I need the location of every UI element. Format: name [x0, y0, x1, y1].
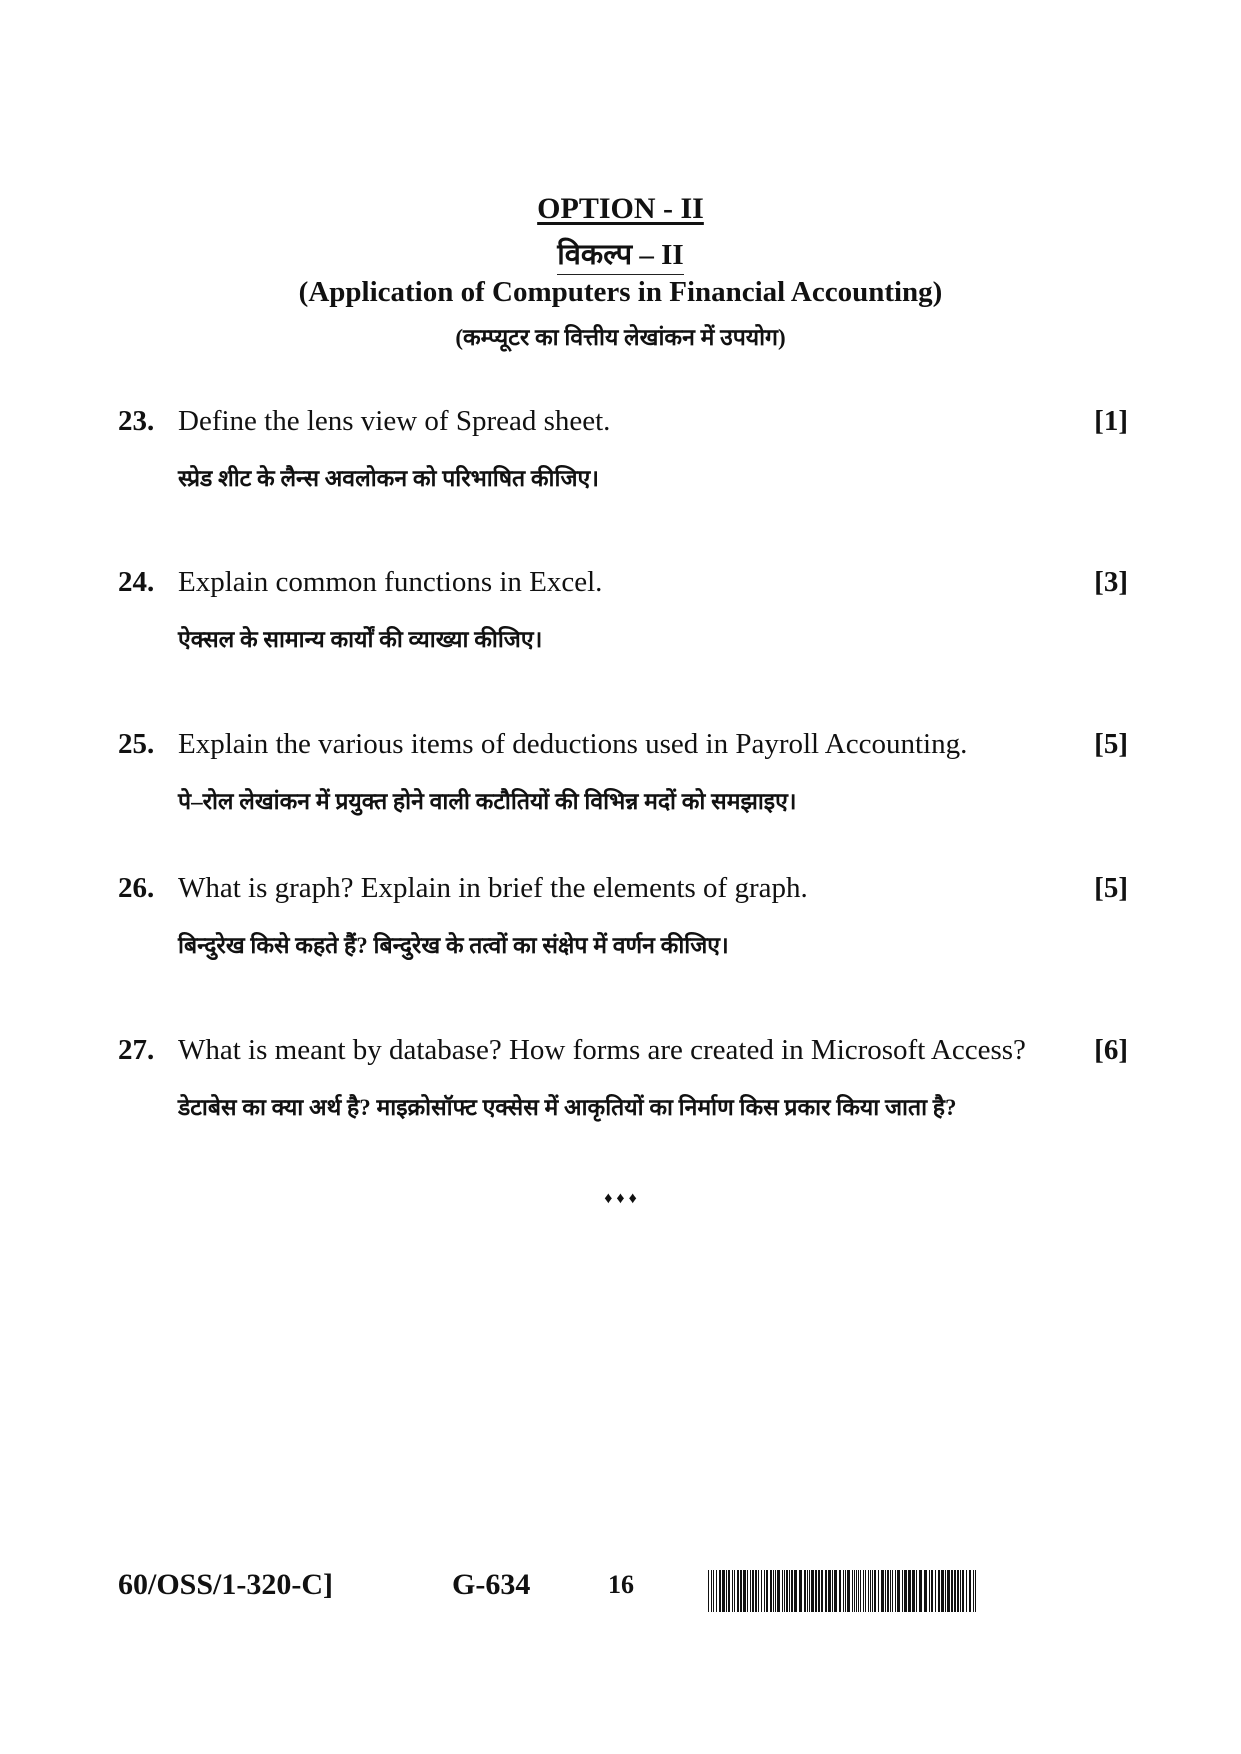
- question-marks: [3]: [1094, 566, 1128, 598]
- question-text-hindi: पे–रोल लेखांकन में प्रयुक्त होने वाली कटौतियों की विभिन्न मदों को समझाइए।: [178, 789, 797, 814]
- question-text: Explain common functions in Excel.: [178, 566, 603, 598]
- question-text-hindi: ऐक्सल के सामान्य कार्यों की व्याख्या कीजिए।: [178, 627, 543, 652]
- option-heading-hindi: विकल्प – II: [0, 234, 1241, 273]
- page-number: 16: [608, 1570, 634, 1599]
- section-title-hindi: (कम्प्यूटर का वित्तीय लेखांकन में उपयोग): [455, 325, 786, 350]
- question-text: What is meant by database? How forms are created in Microsoft Access?: [178, 1034, 1026, 1066]
- barcode-icon: [708, 1570, 978, 1612]
- question-text: Define the lens view of Spread sheet.: [178, 405, 611, 437]
- end-of-section-marker: ♦ ♦ ♦: [604, 1190, 637, 1207]
- question-number: 24.: [118, 566, 155, 598]
- question-marks: [5]: [1094, 728, 1128, 760]
- question-text-hindi: डेटाबेस का क्या अर्थ है? माइक्रोसॉफ्ट एक्सेस में आकृतियों का निर्माण किस प्रकार किया जाता है?: [178, 1095, 957, 1120]
- question-number: 23.: [118, 405, 155, 437]
- question-number: 25.: [118, 728, 155, 760]
- section-title: (Application of Computers in Financial Accounting): [298, 276, 943, 308]
- question-text-hindi: स्प्रेड शीट के लैन्स अवलोकन को परिभाषित कीजिए।: [178, 466, 599, 491]
- option-heading: OPTION - II: [537, 192, 704, 225]
- question-marks: [1]: [1094, 405, 1128, 437]
- paper-series: G-634: [452, 1568, 531, 1601]
- question-marks: [5]: [1094, 872, 1128, 904]
- question-number: 27.: [118, 1034, 155, 1066]
- question-number: 26.: [118, 872, 155, 904]
- question-text: Explain the various items of deductions used in Payroll Accounting.: [178, 728, 968, 760]
- question-marks: [6]: [1094, 1034, 1128, 1066]
- paper-code: 60/OSS/1-320-C]: [118, 1568, 334, 1601]
- question-text: What is graph? Explain in brief the elements of graph.: [178, 872, 808, 904]
- question-text-hindi: बिन्दुरेख किसे कहते हैं? बिन्दुरेख के तत्वों का संक्षेप में वर्णन कीजिए।: [178, 933, 729, 958]
